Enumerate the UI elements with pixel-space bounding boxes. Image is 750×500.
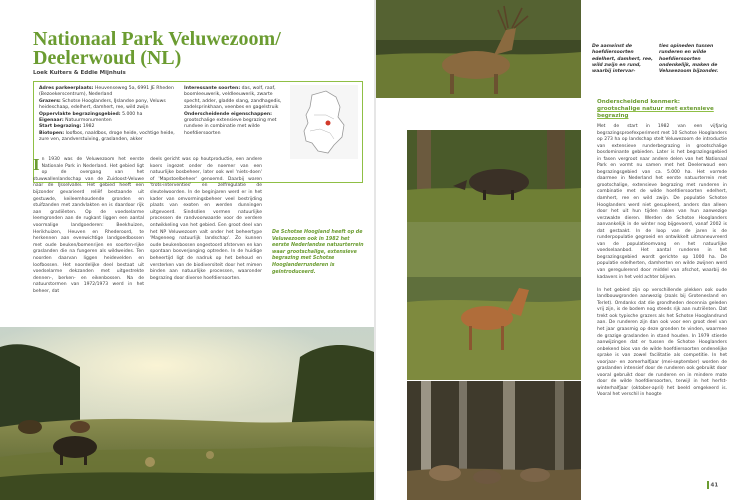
info-features: Onderscheidende eigenschappen: grootschalige extensieve begrazing met rundvee in combinatie met wilde hoefdiersoorten (184, 111, 277, 136)
info-area: Oppervlakte begrazingsgebied: 5.000 ha (39, 111, 143, 117)
highland-cattle-caption: De Schotse Hoogland heeft op de Veluwezoom ook in 1982 het eerste Nederlandse natuurterrein waar grootschalige, extensieve begrazing met Schotse Hooglanderrunderen is geïntroduceerd. (272, 230, 364, 275)
species-caption-part1: De aanwinst de hoefdiersoorten edelhert, damhert, ree, wild zwijn en rund, waarbij intervar- (592, 44, 653, 75)
info-column-species (184, 86, 288, 137)
roe-deer-photo (407, 222, 581, 380)
info-start: Start begrazing: 1982 (39, 124, 95, 130)
body-column-1 (33, 157, 144, 295)
netherlands-locator-map (290, 85, 358, 159)
info-grazers: Grazers: Schotse Hooglanders, IJslandse pony, Veluws heideschaap, edelhert, damhert, ree, wild zwijn (39, 98, 166, 111)
section-subheading (597, 99, 727, 120)
info-species: Interessante soorten: das, wolf, raaf, boomleeuwerik, veldleeuwerik, zwarte specht, adder, gladde slang, zandhagedis, zadelsprinkhaan, veenbes en gagelstruik (184, 86, 282, 111)
red-deer-stag-photo (376, 0, 581, 98)
info-column-facts (39, 86, 177, 144)
article-authors: Loek Kuiters & Eddie Mijnhuis (33, 70, 126, 76)
wild-boar-photo (407, 130, 581, 222)
drop-cap: I (33, 155, 40, 174)
fallow-deer-forest-photo (407, 381, 581, 500)
heathland-cattle-photo (0, 327, 374, 500)
subheading-highlight: grootschalige natuur met extensieve begrazing (597, 106, 714, 119)
body-column-1-text: n 1930 was de Veluwezoom het eerste Nationale Park in Nederland. Het gebied ligt op de overgang van het stuwwallenlandschap van de Zuidoost-Veluwe naar de IJsselvallei. Het gebied heeft een bijzonder gevarieerd reliëf bestaande uit gestuwde, keileemhoudende gronden en stuifzanden met zandvlakten en is daardoor rijk aan gradiënten. Op de voedselarme leemgronden aan de rugkant liggen een aantal voormalige landgoederen: Beekhuizen, Herikhuizen, Heuven en Rhederoord, te herkennen aan evenwichtige landgoedbossen met oude beuken/bomenrijen en soorten-rijke graslanden die na fungeren als wildweides. Ten noorden daarvan liggen heidevelden en loofbossen. Het noordelijke deel bestaat uit voedselarme dekzanden met uitgestrekte dennen-, berken- en eikenbossen. Na de natuurstormen van 1972/1973 werd in het beheer, dat (33, 157, 144, 294)
article-title: Nationaal Park Veluwezoom/ Deelerwoud (NL) (33, 28, 281, 69)
info-biotopes: Biotopen: loofbos, naaldbos, droge heide, vochtige heide, zure ven, zandverstuiving, graslanden, akker (39, 130, 175, 143)
body-column-right: Met de start in 1982 van een vijfjarig begrazingsproefexperiment met 10 Schotse Hooglanders op 273 ha op landschap stelt Veluwezoom de introductie van extensieve runderbegrazing in grootschalige bosdominante gebieden. Later is het begrazingsgebied in fasen vergroot naar andere delen van het Nationaal Park en vormt nu samen met het Deelerwoud een begrazingsgebied van ca. 5.000 ha. Het vormde daarmee in Nederland het eerste natuurterrein met grootschalige, extensieve begrazing met runderen in combinatie met de wilde hoefdiersoorten edelhert, damhert, ree en wild zwijn. De populatie Schotse Hooglanders werd niet gesupleerd, anders dan alleen door het uit hun tijden raken van hun aanwezige verzwakte dieren. Werden de Schotse Hooglanders aanvankelijk in de winter nog bijgevoerd, vanaf 2002 is dat gestaakt. In de loop van de jaren is de runderpopulatie gegroeid en ontwikkelt uitmaneuvreerd van de populatieomvang en het natuurlijke voedselaanbod. Het aantal runderen in het begrazingsgebied wordt gerichte op 1000 ha. De populatie edelherten, damherten en wilde zwijnen werd van geregulerend door middel van afschot, waarbij de kadavers in het veld achter blijven. In het gebied zijn op verschillende plekken ook oude landbouwgronden aanwezig (zoals bij Grotenesland en Terlet). Omdanks dat die grondheden decennia geleden vrij zijn, is de bodem nog steeds rijk aan nutriënten. Dat trekt ook typische grazers als het Schotse Hooglandrund aan. De runderen zijn dan ook voor een groot deel van het jaar graasmig op deze gronden te vinden, waarmee de grazige graslanden in stand houden. In 1979 stierde aanwijzingen dat er tussen de Schotse Hooglanders onbekend bios van de wilde hoefdiersoorten ondenelijke sprake is van zowel facilitatie als competitie. In het voorjaar- en zomerhalfjaar (mei-september) worden de graslanden intensief door de runderen ook gebruikt door vooral gebruikt door de runderen en in mindere mate door de wilde hoefdiersoorten, terwijl in het herfst-winterhalfjaar (oktober-april) het beeld omgekeerd is. Vooral het verschil in hoogte (597, 124, 727, 398)
body-column-2: deels gericht was op houtproductie, een andere koers ingezet onder de noemer van een natuurlijke bosbeheer, later ook wel 'niets-doen' of 'Mapstoelbeheer' genoemd. Daarbij waren 'trots-interventies' en zelfregulatie de sleutelwoorden. In de beginjaren werd er in het kader van omvormingsbeheer veel bestrijding plaats van exoten en werden dunningen uitgevoerd. Sindsdien vormen natuurlijke processen de randvoorwaarde voor de verdere ontwikkeling van het gebied. Een groot deel van het NP Veluwezoom valt onder het beheertype 'Mageneeg natuurlijk landschap'. Zo kunnen oude beukenbossen ongestoord afsterven en kan spontaan bosverjonging optreden. In de huidige beheertijd ligt de nadruk op het behoud en versterken van de biodiversiteit door het mimen binden aan natuurlijke processen, waaronder begrazing door diverse hoefdiersoorten. (150, 157, 262, 281)
species-caption-part2: ties opineden tussen runderen en wilde hoefdiersoorten ondenkelijk, maken de Veluwezoom bijzonder. (659, 44, 719, 75)
info-address: Adres parkeerplaats: Heuvenseweg 5a, 6991 JE Rheden (Bezoekerscentrum), Nederland (39, 86, 174, 98)
info-owner: Eigenaar: Natuurmonumenten (39, 118, 112, 124)
page-number: 41 (707, 481, 718, 489)
subheading-prefix: Onderscheidend kenmerk: (597, 99, 681, 105)
